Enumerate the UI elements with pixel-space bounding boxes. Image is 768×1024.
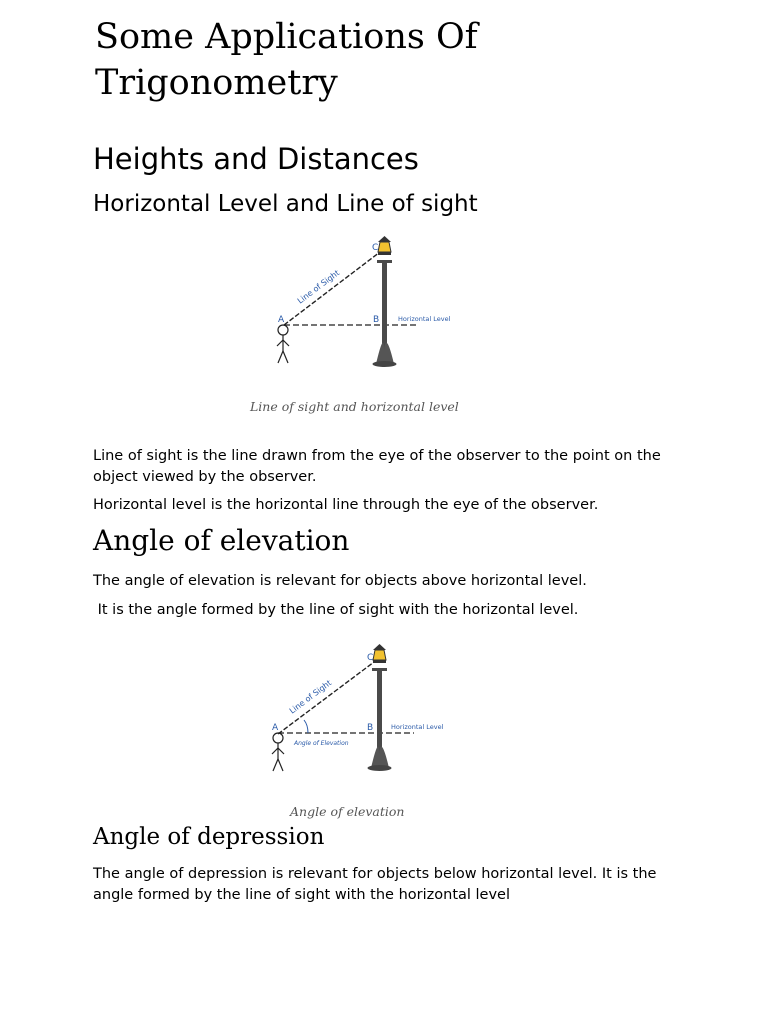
- heading-angle-of-depression: Angle of depression: [93, 824, 325, 850]
- label-c: C: [372, 243, 379, 253]
- paragraph-depression: The angle of depression is relevant for objects below horizontal level. It is the angle formed by the line of sight with the horizontal level: [93, 866, 657, 903]
- label-horizontal-level: Horizontal Level: [391, 723, 444, 731]
- page-title: Some Applications Of Trigonometry: [95, 17, 478, 103]
- label-line-of-sight: Line of Sight: [287, 678, 334, 716]
- figure-angle-of-elevation: [228, 626, 444, 776]
- label-line-of-sight: Line of Sight: [295, 268, 342, 306]
- label-c: C: [367, 653, 374, 663]
- figure-line-of-sight: [262, 232, 462, 382]
- label-horizontal-level: Horizontal Level: [398, 315, 451, 323]
- figure-caption: Angle of elevation: [290, 804, 405, 819]
- label-a: A: [272, 723, 279, 733]
- paragraph-line-of-sight: Line of sight is the line drawn from the eye of the observer to the point on the object viewed by the observer.: [93, 448, 661, 485]
- line-of-sight-diagram: [262, 232, 462, 382]
- label-b: B: [367, 723, 374, 733]
- heading-angle-of-elevation: Angle of elevation: [93, 524, 350, 557]
- heading-horizontal-level: Horizontal Level and Line of sight: [93, 191, 478, 217]
- label-b: B: [373, 315, 380, 325]
- paragraph-elevation-2: It is the angle formed by the line of sight with the horizontal level.: [93, 602, 579, 618]
- figure-caption: Line of sight and horizontal level: [250, 399, 459, 414]
- heading-heights-and-distances: Heights and Distances: [93, 142, 419, 176]
- paragraph-elevation-1: The angle of elevation is relevant for objects above horizontal level.: [93, 573, 587, 589]
- label-angle-of-elevation: Angle of Elevation: [294, 740, 349, 747]
- label-a: A: [278, 315, 285, 325]
- paragraph-horizontal-level: Horizontal level is the horizontal line through the eye of the observer.: [93, 497, 599, 513]
- angle-of-elevation-diagram: [228, 626, 444, 776]
